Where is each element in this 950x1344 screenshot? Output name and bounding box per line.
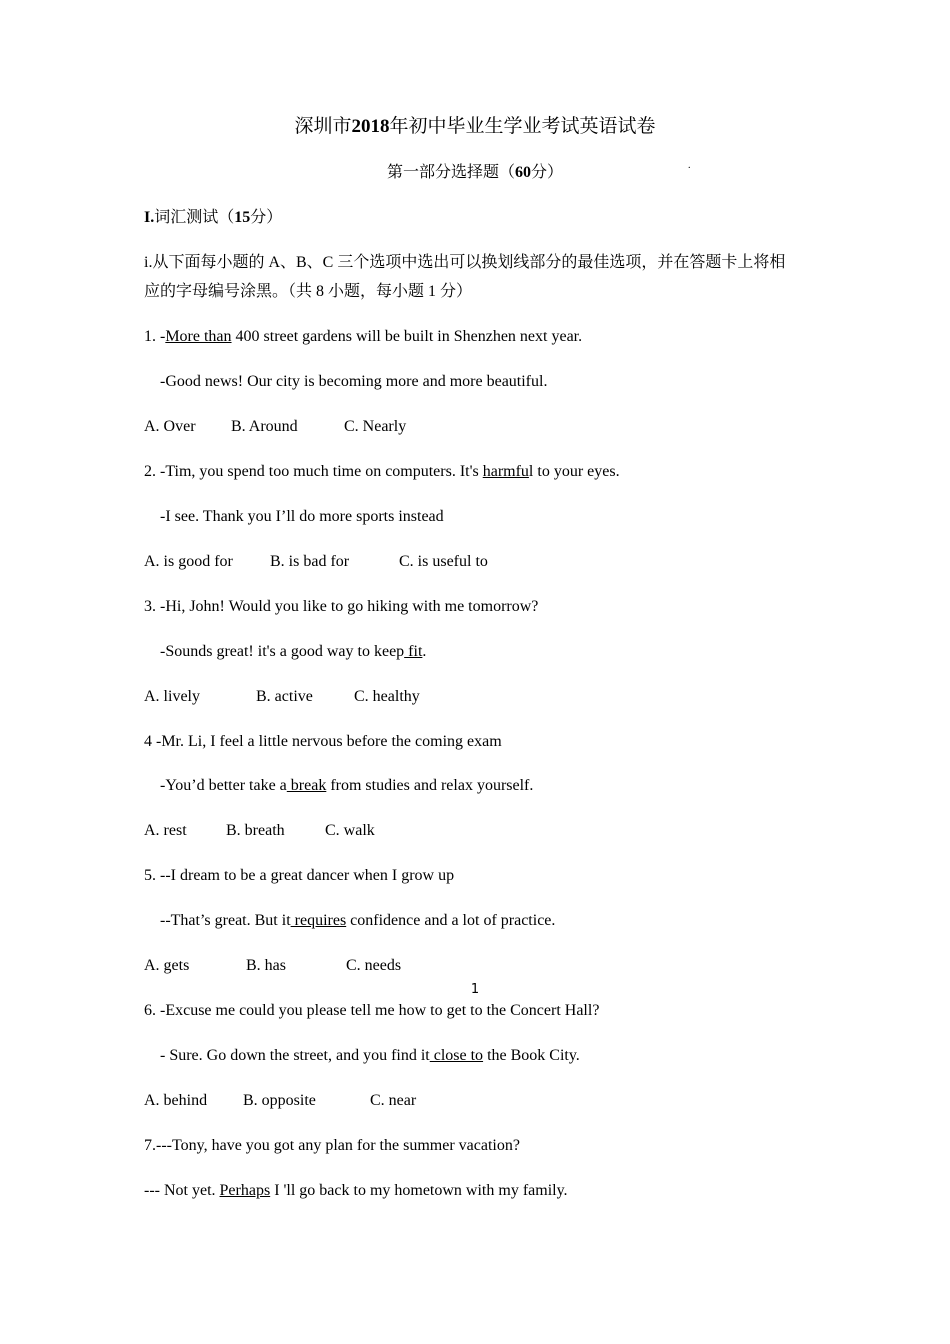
question-text: 1. - <box>144 328 166 345</box>
question-5-prompt <box>144 866 454 886</box>
section-heading <box>144 208 282 228</box>
question-4-reply <box>160 776 533 796</box>
underlined-phrase: harmfu <box>482 463 529 480</box>
option-b: B. is bad for <box>270 553 350 570</box>
option-a: A. gets <box>144 957 190 974</box>
question-text: 4 -Mr. Li, I feel a little nervous before the coming exam <box>144 733 502 750</box>
option-c: C. near <box>370 1092 417 1109</box>
option-c: C. healthy <box>354 688 420 705</box>
reply-text: from studies and relax yourself. <box>326 777 534 794</box>
option-c: C. needs <box>346 957 402 974</box>
reply-text: -I see. Thank you I’ll do more sports instead <box>160 508 444 525</box>
option-a: A. lively <box>144 688 200 705</box>
question-4-prompt <box>144 732 502 752</box>
reply-text: --That’s great. But it <box>160 912 291 929</box>
reply-text: - Sure. Go down the street, and you find it <box>160 1047 430 1064</box>
question-text: 3. -Hi, John! Would you like to go hiking with me tomorrow? <box>144 598 539 615</box>
stray-dot: . <box>688 160 691 171</box>
page-title <box>0 115 950 139</box>
option-b: B. breath <box>226 822 285 839</box>
question-3-options <box>144 687 420 707</box>
question-4-options <box>144 821 375 841</box>
option-a: A. Over <box>144 418 196 435</box>
question-7-reply <box>144 1181 568 1201</box>
section-number: I. <box>144 209 155 226</box>
question-2-prompt <box>144 462 620 482</box>
question-7-prompt <box>144 1136 520 1156</box>
part-heading-suffix: 分） <box>531 164 564 181</box>
reply-text: the Book City. <box>483 1047 580 1064</box>
option-a: A. rest <box>144 822 187 839</box>
underlined-phrase: close to <box>429 1047 484 1064</box>
question-text: 400 street gardens will be built in Shenzhen next year. <box>231 328 583 345</box>
title-prefix: 深圳市 <box>294 116 352 137</box>
part-heading-prefix: 第一部分选择题（ <box>386 164 515 181</box>
reply-text: --- Not yet. <box>144 1182 220 1199</box>
question-5-options <box>144 956 401 976</box>
reply-text: I 'll go back to my hometown with my family. <box>270 1182 568 1199</box>
option-c: C. is useful to <box>399 553 488 570</box>
section-score: 15 <box>234 209 251 226</box>
instructions-line-1: i.从下面每小题的 A、B、C 三个选项中选出可以换划线部分的最佳选项，并在答题卡上将相 <box>144 254 786 271</box>
reply-text: -You’d better take a <box>160 777 287 794</box>
reply-text: confidence and a lot of practice. <box>346 912 556 929</box>
option-b: B. opposite <box>243 1092 316 1109</box>
question-6-reply <box>160 1046 580 1066</box>
section-score-unit: 分） <box>250 209 283 226</box>
question-text: l to your eyes. <box>528 463 620 480</box>
question-text: 7.---Tony, have you got any plan for the summer vacation? <box>144 1137 520 1154</box>
instructions-line-2: 应的字母编号涂黑。（共 8 小题，每小题 1 分） <box>144 283 473 300</box>
question-1-prompt <box>144 327 582 347</box>
option-a: A. behind <box>144 1092 208 1109</box>
title-suffix: 年初中毕业生学业考试英语试卷 <box>389 116 656 137</box>
option-b: B. active <box>256 688 313 705</box>
reply-text: . <box>422 643 427 660</box>
underlined-phrase: More than <box>165 328 232 345</box>
question-2-options <box>144 552 488 572</box>
underlined-phrase: Perhaps <box>219 1182 271 1199</box>
option-c: C. walk <box>325 822 375 839</box>
page-number: 1 <box>470 982 480 997</box>
reply-text: -Good news! Our city is becoming more and more beautiful. <box>160 373 548 390</box>
title-year: 2018 <box>351 116 390 137</box>
option-a: A. is good for <box>144 553 233 570</box>
question-text: 5. --I dream to be a great dancer when I grow up <box>144 867 455 884</box>
underlined-phrase: fit <box>404 643 423 660</box>
part-heading <box>0 163 950 183</box>
question-1-reply <box>160 372 547 392</box>
question-1-options <box>144 417 406 437</box>
question-text: 2. -Tim, you spend too much time on computers. It's <box>144 463 483 480</box>
underlined-phrase: break <box>286 777 327 794</box>
option-b: B. Around <box>231 418 298 435</box>
section-name: 词汇测试（ <box>154 209 235 226</box>
reply-text: -Sounds great! it's a good way to keep <box>160 643 405 660</box>
underlined-phrase: requires <box>290 912 347 929</box>
question-3-prompt <box>144 597 538 617</box>
part-score: 60 <box>515 164 531 181</box>
question-2-reply <box>160 507 444 527</box>
question-6-prompt <box>144 1001 599 1021</box>
question-5-reply <box>160 911 555 931</box>
question-text: 6. -Excuse me could you please tell me how to get to the Concert Hall? <box>144 1002 600 1019</box>
option-b: B. has <box>246 957 286 974</box>
option-c: C. Nearly <box>344 418 407 435</box>
question-3-reply <box>160 642 426 662</box>
question-6-options <box>144 1091 416 1111</box>
